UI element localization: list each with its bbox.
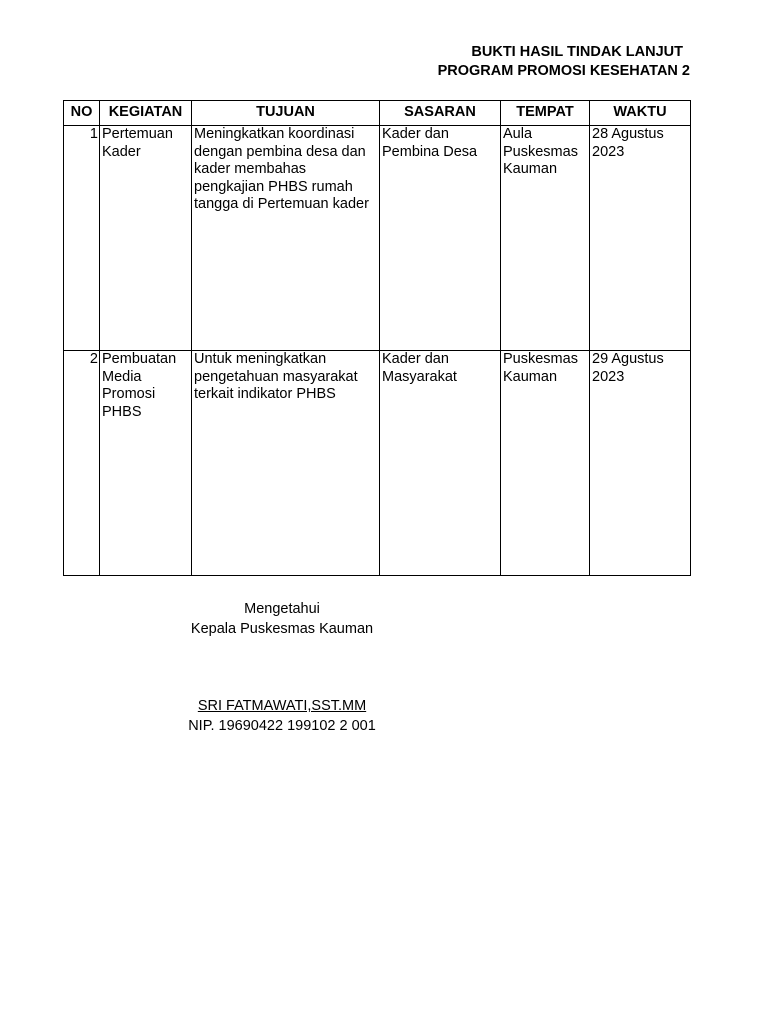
cell-tujuan: Meningkatkan koordinasi dengan pembina desa dan kader membahas pengkajian PHBS rumah tangga di Pertemuan kader (192, 126, 380, 351)
cell-tempat: Aula Puskesmas Kauman (501, 126, 590, 351)
signer-name: SRI FATMAWATI,SST.MM (197, 698, 367, 714)
cell-kegiatan: Pertemuan Kader (100, 126, 192, 351)
cell-sasaran: Kader dan Masyarakat (380, 351, 501, 576)
cell-tempat: Puskesmas Kauman (501, 351, 590, 576)
cell-no: 1 (64, 126, 100, 351)
column-header-sasaran: SASARAN (380, 101, 501, 126)
column-header-no: NO (64, 101, 100, 126)
cell-waktu: 29 Agustus 2023 (590, 351, 691, 576)
table-row (64, 351, 691, 576)
table-header-row (64, 101, 691, 126)
document-title: BUKTI HASIL TINDAK LANJUT (471, 44, 683, 60)
acknowledged-label: Mengetahui (244, 601, 320, 617)
cell-tujuan: Untuk meningkatkan pengetahuan masyarakat terkait indikator PHBS (192, 351, 380, 576)
signer-nip: NIP. 19690422 199102 2 001 (188, 718, 376, 734)
activity-table (63, 100, 691, 576)
document-subtitle: PROGRAM PROMOSI KESEHATAN 2 (437, 63, 690, 79)
cell-sasaran: Kader dan Pembina Desa (380, 126, 501, 351)
cell-kegiatan: Pembuatan Media Promosi PHBS (100, 351, 192, 576)
column-header-tujuan: TUJUAN (192, 101, 380, 126)
column-header-waktu: WAKTU (590, 101, 691, 126)
column-header-kegiatan: KEGIATAN (100, 101, 192, 126)
cell-no: 2 (64, 351, 100, 576)
signer-position: Kepala Puskesmas Kauman (190, 621, 374, 637)
table-row (64, 126, 691, 351)
column-header-tempat: TEMPAT (501, 101, 590, 126)
cell-waktu: 28 Agustus 2023 (590, 126, 691, 351)
